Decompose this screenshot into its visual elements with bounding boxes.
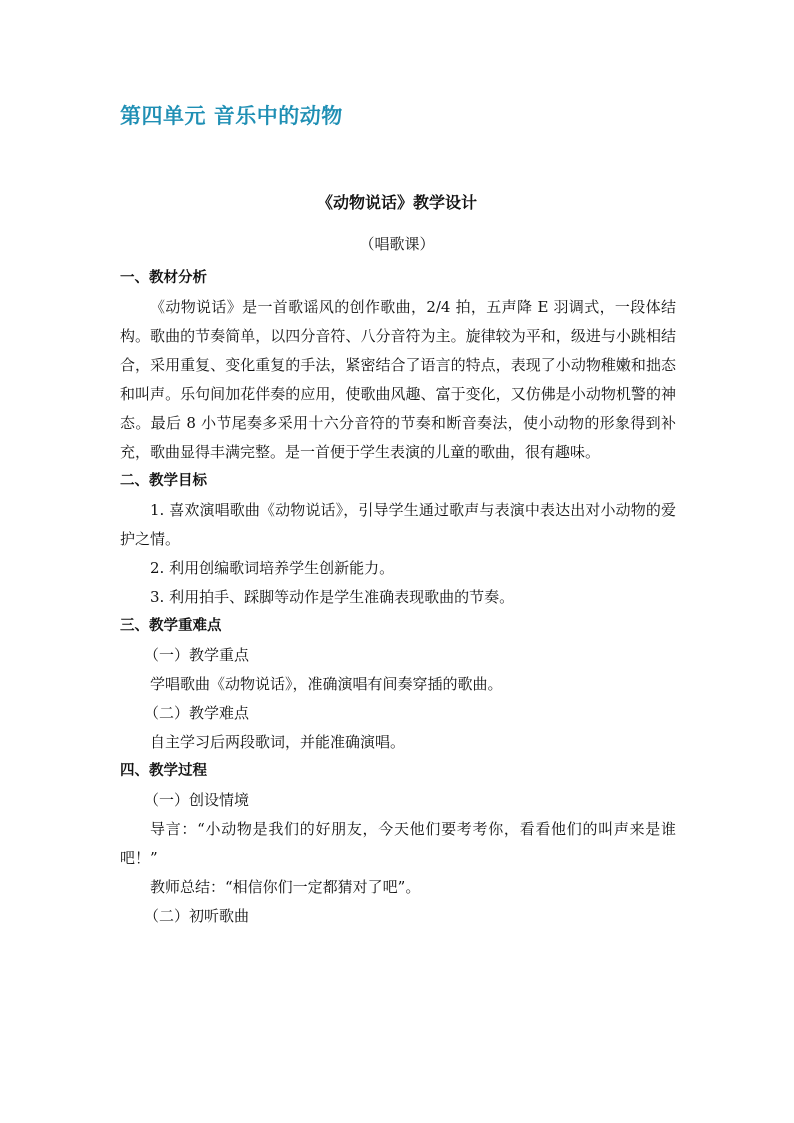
- key-point-label: （一）教学重点: [144, 646, 250, 664]
- goal-item-3: 3. 利用拍手、踩脚等动作是学生准确表现歌曲的节奏。: [150, 588, 515, 606]
- process-intro-text: 导言：“小动物是我们的好朋友，今天他们要考考你，看看他们的叫声来是谁吧！”: [120, 820, 676, 867]
- goal-item-2: 2. 利用创编歌词培养学生创新能力。: [150, 559, 395, 577]
- materials-paragraph: 《动物说话》是一首歌谣风的创作歌曲，2/4 拍，五声降 E 羽调式，一段体结构。歌曲的节奏简单，以四分音符、八分音符为主。旋律较为平和，级进与小跳相结合，采用重复、变化重复的手法，紧密结合了语言的特点，表现了小动物稚嫩和拙态和叫声。乐句间加花伴奏的应用，使歌曲风趣、富于变化，又仿佛是小动物机警的神态。最后 8 小节尾奏多采用十六分音符的节奏和断音奏法，使小动物的形象得到补充，歌曲显得丰满完整。是一首便于学生表演的儿童的歌曲，很有趣味。: [120, 298, 676, 461]
- document-title: 《动物说话》教学设计: [316, 193, 477, 212]
- unit-title: 第四单元 音乐中的动物: [120, 104, 343, 128]
- section-heading-key-points: 三、教学重难点: [120, 618, 222, 634]
- section-heading-process: 四、教学过程: [120, 763, 207, 779]
- key-point-text: 学唱歌曲《动物说话》，准确演唱有间奏穿插的歌曲。: [150, 675, 503, 693]
- process-step-2-label: （二）初听歌曲: [144, 907, 250, 925]
- goal-item-1: 1. 喜欢演唱歌曲《动物说话》，引导学生通过歌声与表演中表达出对小动物的爱护之情。: [120, 501, 676, 548]
- process-step-1-label: （一）创设情境: [144, 791, 250, 809]
- document-body: [120, 264, 676, 931]
- difficulty-label: （二）教学难点: [144, 704, 250, 722]
- section-heading-materials: 一、教材分析: [120, 270, 207, 286]
- section-heading-goals: 二、教学目标: [120, 473, 207, 489]
- process-summary-text: 教师总结：“相信你们一定都猜对了吧”。: [150, 878, 421, 896]
- document-subtitle: （唱歌课）: [359, 235, 435, 253]
- difficulty-text: 自主学习后两段歌词，并能准确演唱。: [150, 733, 406, 751]
